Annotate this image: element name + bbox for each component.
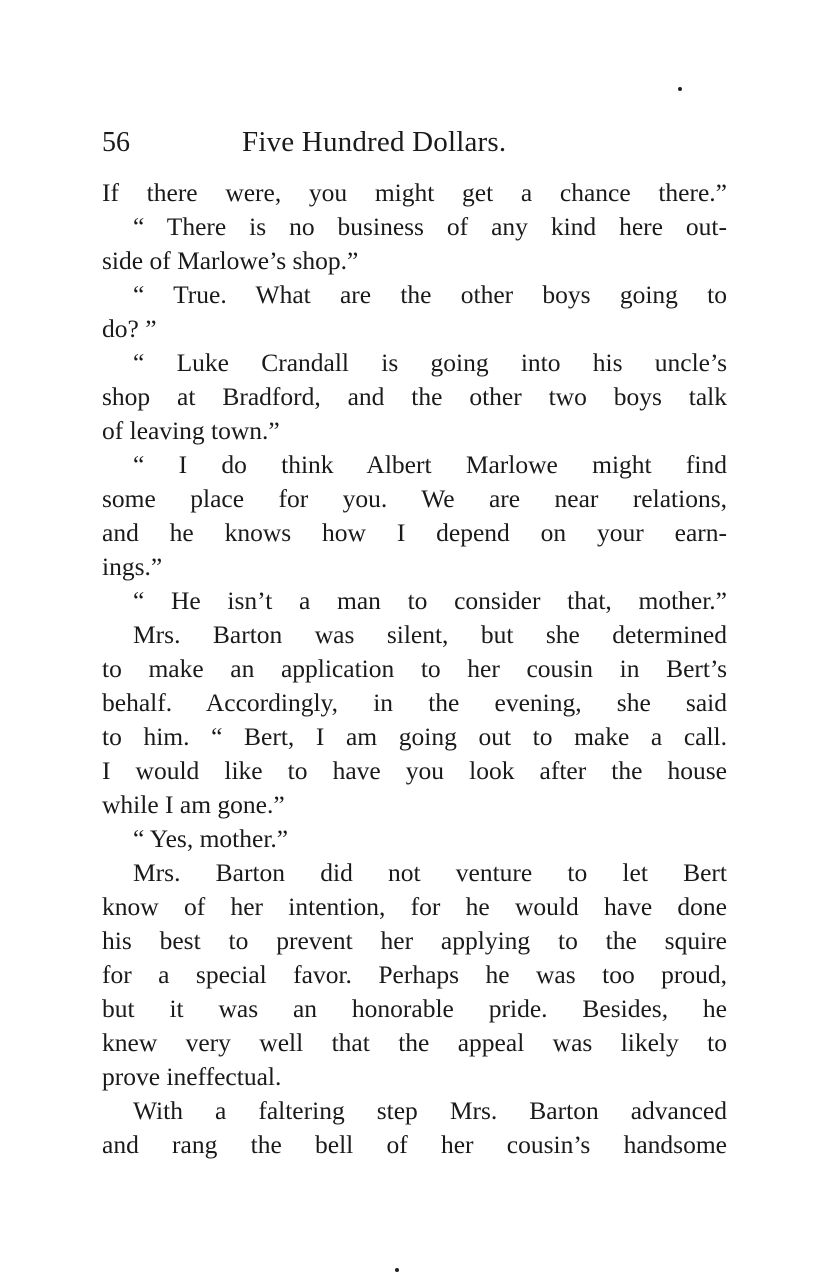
text-line: to make an application to her cousin in Bert’s [102,654,727,683]
text-line: “ He isn’t a man to consider that, mother.” [133,586,727,615]
text-line: “ I do think Albert Marlowe might find [133,450,727,479]
text-line: ings.” [102,552,163,581]
text-line: side of Marlowe’s shop.” [102,246,359,275]
text-line: If there were, you might get a chance there.” [102,178,727,207]
text-line: to him. “ Bert, I am going out to make a call. [102,722,727,751]
text-line: With a faltering step Mrs. Barton advanced [133,1096,727,1125]
book-page [102,122,727,1162]
page-number: 56 [102,127,130,158]
text-line: knew very well that the appeal was likely to [102,1028,727,1057]
text-line: “ True. What are the other boys going to [133,280,727,309]
text-line: and he knows how I depend on your earn- [102,518,727,547]
text-line: while I am gone.” [102,790,285,819]
text-line: know of her intention, for he would have done [102,892,727,921]
text-line: some place for you. We are near relations, [102,484,727,513]
print-speck-top [678,87,682,91]
text-line: behalf. Accordingly, in the evening, she said [102,688,727,717]
text-line: do? ” [102,314,157,343]
running-head [102,122,727,162]
text-line: prove ineffectual. [102,1062,282,1091]
text-line: Mrs. Barton was silent, but she determined [133,620,727,649]
text-line: and rang the bell of her cousin’s handsome [102,1130,727,1159]
text-block [102,176,727,1162]
text-line: of leaving town.” [102,416,280,445]
text-line: shop at Bradford, and the other two boys talk [102,382,727,411]
text-line: “ Yes, mother.” [133,824,289,853]
text-line: his best to prevent her applying to the squire [102,926,727,955]
running-title: Five Hundred Dollars. [242,126,507,158]
text-line: Mrs. Barton did not venture to let Bert [133,858,727,887]
text-line: but it was an honorable pride. Besides, he [102,994,727,1023]
text-line: I would like to have you look after the house [102,756,727,785]
text-line: for a special favor. Perhaps he was too proud, [102,960,727,989]
print-speck-bottom [395,1268,399,1272]
text-line: “ There is no business of any kind here out- [133,212,727,241]
text-line: “ Luke Crandall is going into his uncle’s [133,348,727,377]
